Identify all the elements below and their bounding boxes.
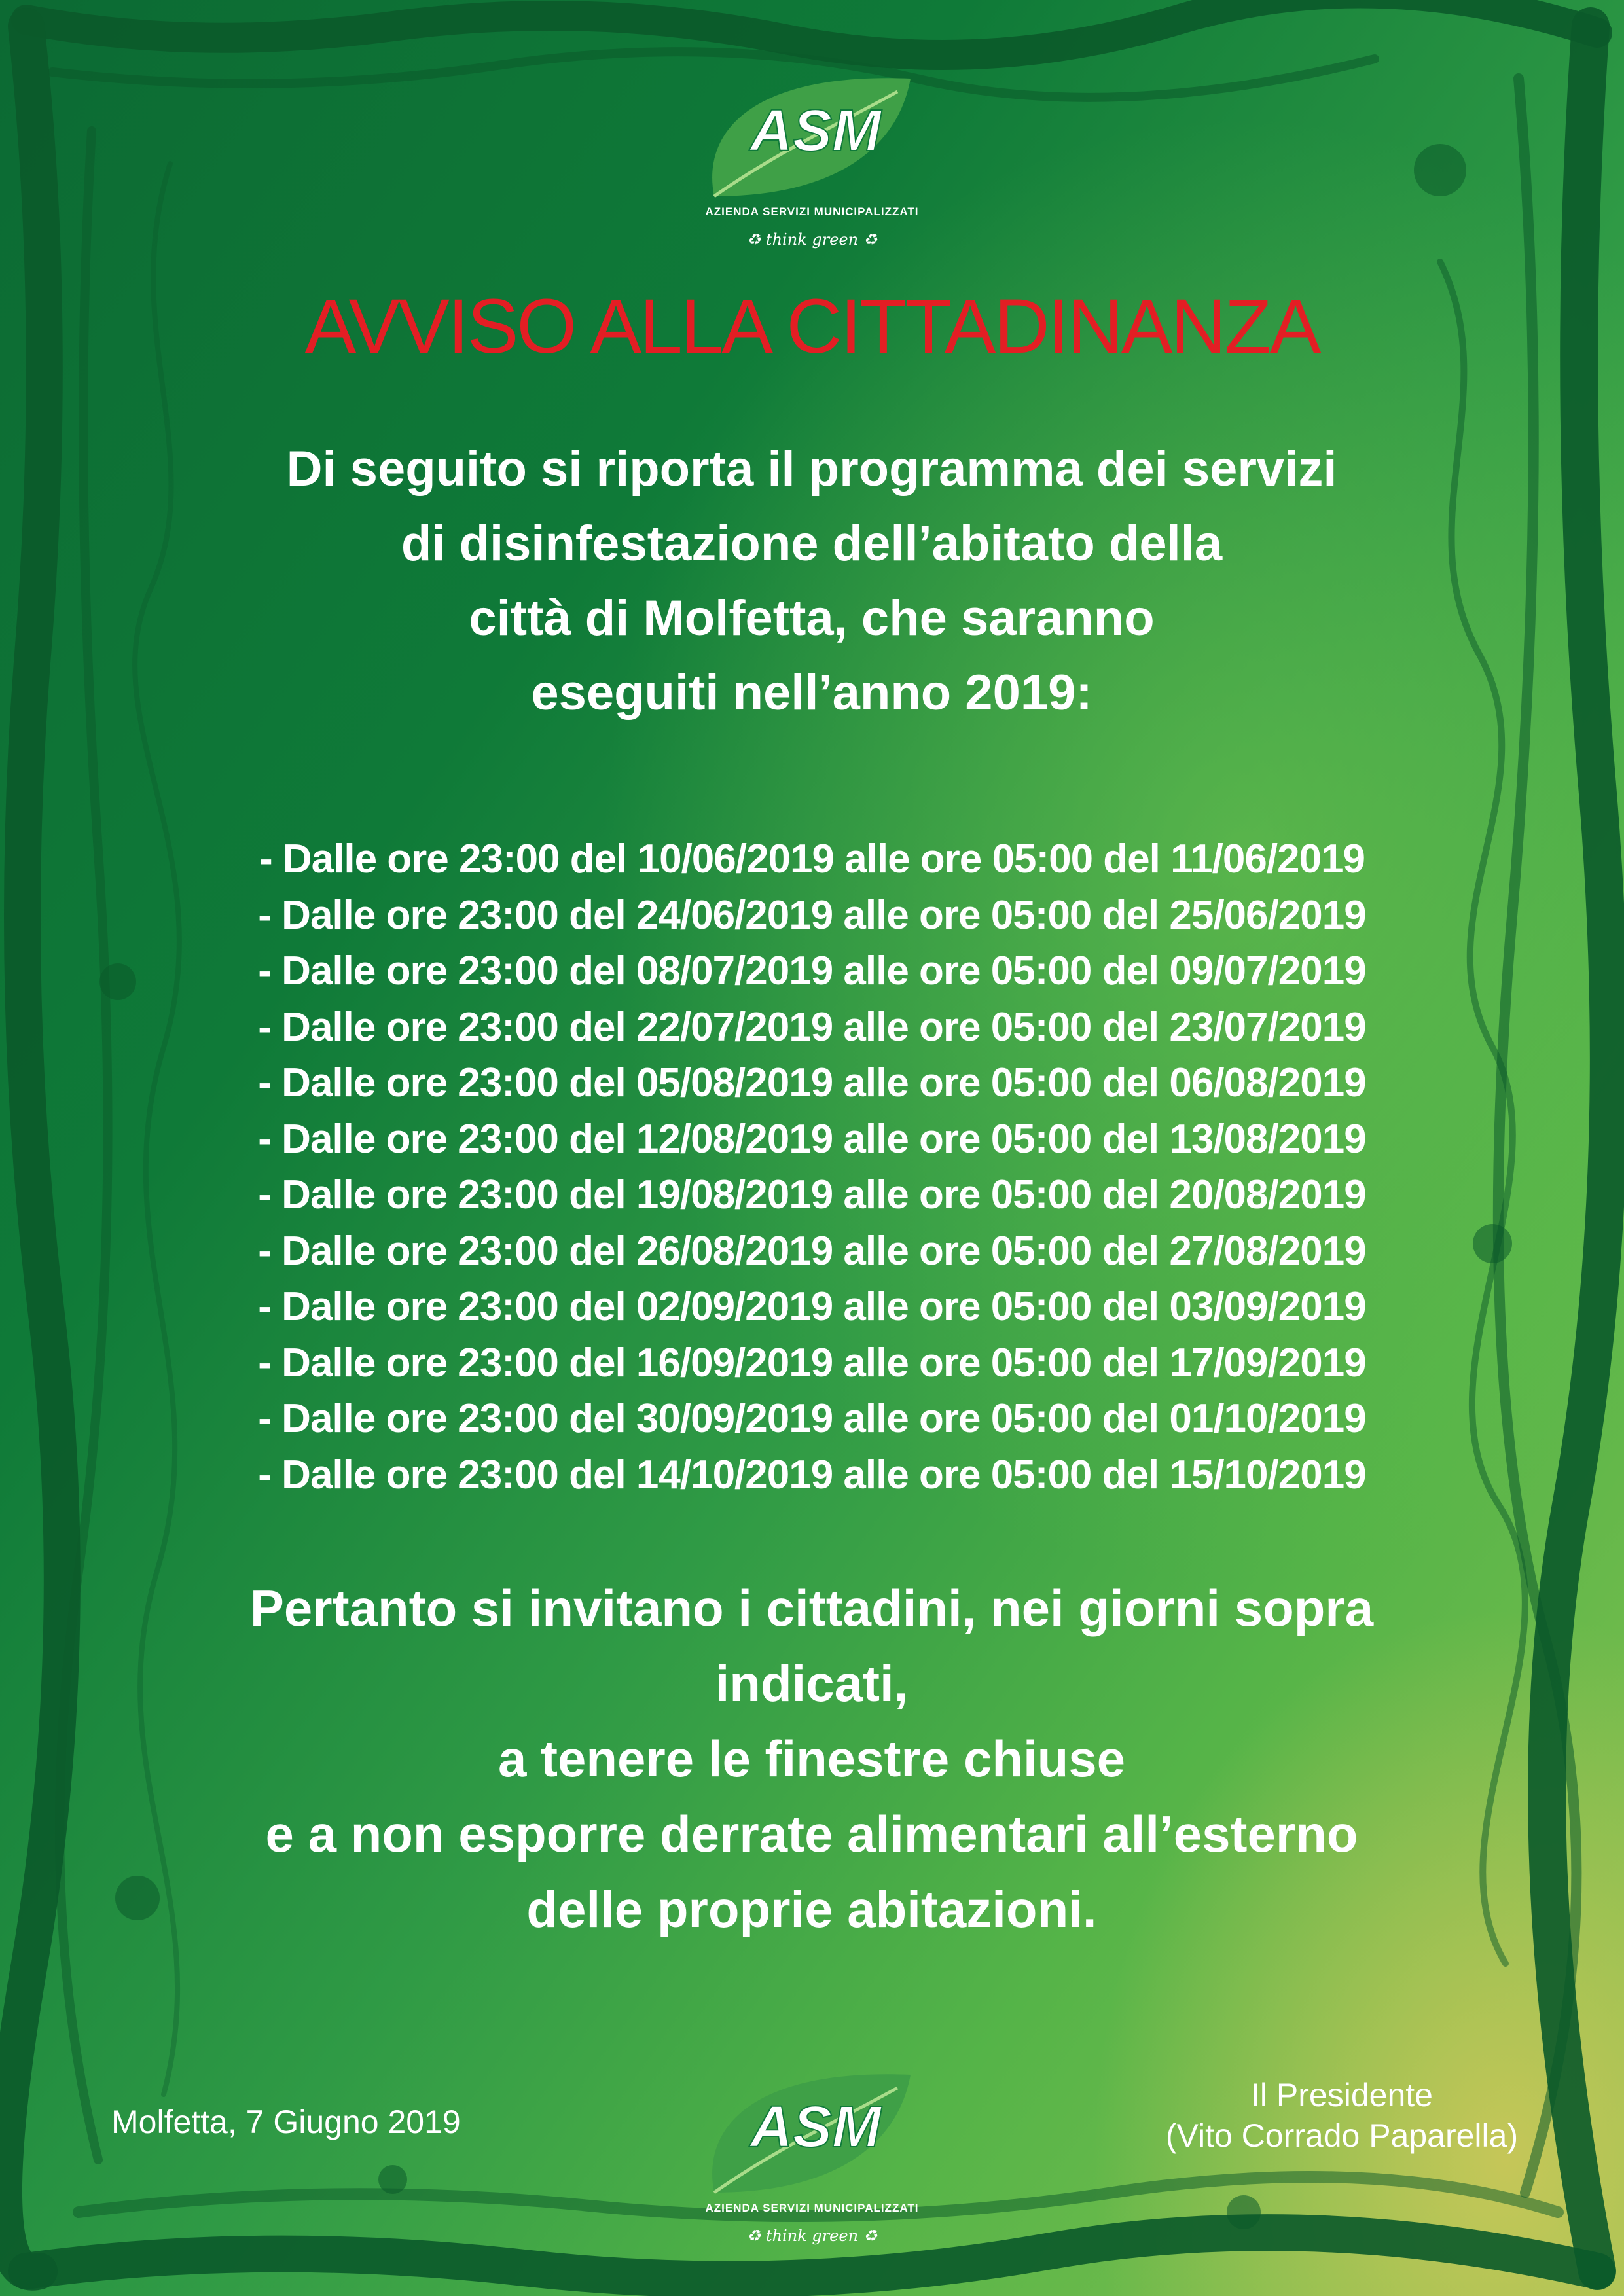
place-date: Molfetta, 7 Giugno 2019 xyxy=(111,2104,461,2140)
schedule-item: - Dalle ore 23:00 del 24/06/2019 alle ore 05:00 del 25/06/2019 xyxy=(258,892,1366,938)
schedule-item: - Dalle ore 23:00 del 02/09/2019 alle ore 05:00 del 03/09/2019 xyxy=(258,1284,1366,1329)
slogan-text: think green xyxy=(765,230,859,249)
intro-line: di disinfestazione dell’abitato della xyxy=(401,516,1223,571)
intro-line: Di seguito si riporta il programma dei servizi xyxy=(286,441,1337,497)
recycle-icon: ♻ xyxy=(746,230,761,249)
asm-logo-bottom xyxy=(642,2062,983,2245)
intro-line: eseguiti nell’anno 2019: xyxy=(531,665,1092,721)
intro-line: città di Molfetta, che saranno xyxy=(469,590,1155,646)
schedule-item: - Dalle ore 23:00 del 14/10/2019 alle ore 05:00 del 15/10/2019 xyxy=(258,1452,1366,1498)
intro-paragraph xyxy=(157,432,1466,730)
schedule-item: - Dalle ore 23:00 del 19/08/2019 alle ore 05:00 del 20/08/2019 xyxy=(258,1172,1366,1217)
asm-logo-top xyxy=(642,65,983,249)
signatory-title: Il Presidente xyxy=(1251,2077,1433,2113)
logo-wordmark: ASM xyxy=(749,2094,881,2160)
signatory-name: (Vito Corrado Paparella) xyxy=(1165,2117,1519,2154)
schedule-item: - Dalle ore 23:00 del 30/09/2019 alle ore 05:00 del 01/10/2019 xyxy=(258,1396,1366,1441)
notice-title: AVVISO ALLA CITTADINANZA xyxy=(304,283,1320,370)
logo-wordmark: ASM xyxy=(749,98,881,164)
asm-leaf-icon xyxy=(701,2062,924,2199)
schedule-item: - Dalle ore 23:00 del 12/08/2019 alle ore 05:00 del 13/08/2019 xyxy=(258,1116,1366,1162)
asm-leaf-icon xyxy=(701,65,924,203)
schedule-item: - Dalle ore 23:00 del 05/08/2019 alle ore 05:00 del 06/08/2019 xyxy=(258,1060,1366,1105)
logo-slogan xyxy=(642,230,983,249)
logo-subtitle: AZIENDA SERVIZI MUNICIPALIZZATI xyxy=(705,206,919,218)
recycle-icon: ♻ xyxy=(863,230,878,249)
schedule-item: - Dalle ore 23:00 del 10/06/2019 alle ore 05:00 del 11/06/2019 xyxy=(259,836,1365,882)
schedule-item: - Dalle ore 23:00 del 26/08/2019 alle ore 05:00 del 27/08/2019 xyxy=(258,1228,1366,1274)
closing-paragraph xyxy=(131,1571,1492,1947)
closing-line: Pertanto si invitano i cittadini, nei giorni sopra xyxy=(249,1579,1374,1637)
schedule-item: - Dalle ore 23:00 del 16/09/2019 alle ore 05:00 del 17/09/2019 xyxy=(258,1340,1366,1386)
logo-subtitle: AZIENDA SERVIZI MUNICIPALIZZATI xyxy=(705,2202,919,2214)
logo-slogan xyxy=(642,2227,983,2245)
signature-block xyxy=(1139,2075,1545,2156)
closing-line: e a non esporre derrate alimentari all’esterno xyxy=(265,1805,1358,1863)
recycle-icon: ♻ xyxy=(863,2227,878,2245)
closing-line: indicati, xyxy=(715,1655,909,1712)
closing-line: a tenere le finestre chiuse xyxy=(497,1730,1126,1787)
closing-line: delle proprie abitazioni. xyxy=(526,1880,1097,1938)
disinfestation-schedule xyxy=(0,831,1624,1503)
slogan-text: think green xyxy=(765,2227,859,2245)
schedule-item: - Dalle ore 23:00 del 08/07/2019 alle ore 05:00 del 09/07/2019 xyxy=(258,948,1366,994)
schedule-item: - Dalle ore 23:00 del 22/07/2019 alle ore 05:00 del 23/07/2019 xyxy=(258,1004,1366,1050)
recycle-icon: ♻ xyxy=(746,2227,761,2245)
